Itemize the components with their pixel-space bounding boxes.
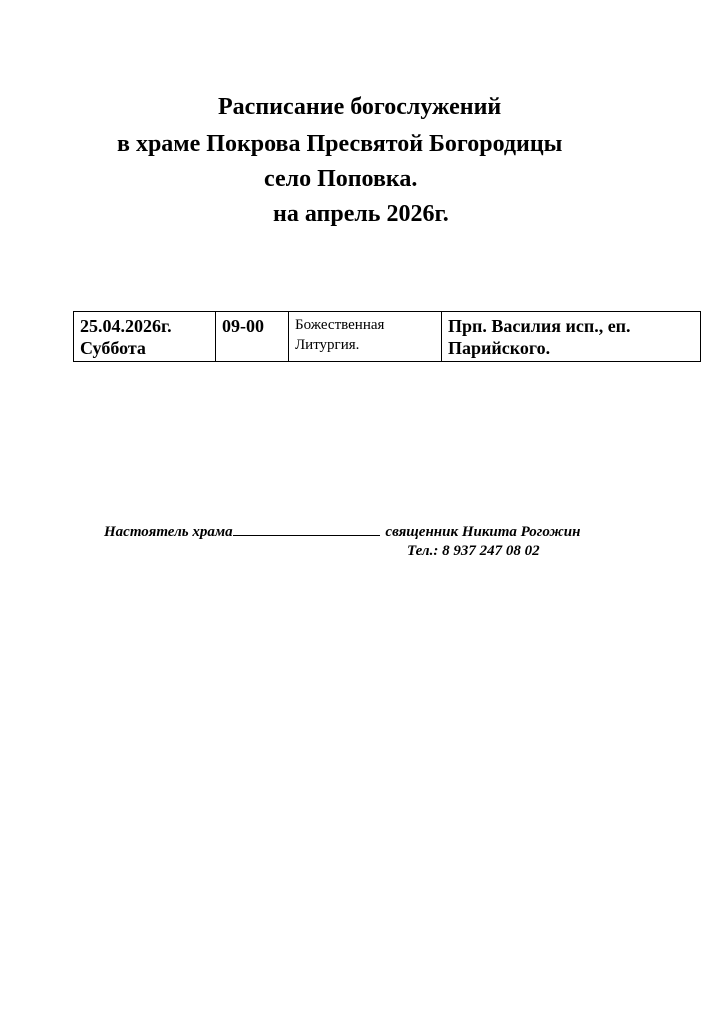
title-line-4: на апрель 2026г. [273, 201, 449, 227]
saint-line-1: Прп. Василия исп., еп. [448, 316, 631, 336]
service-date: 25.04.2026г. [80, 316, 172, 336]
title-line-3: село Поповка. [264, 166, 418, 192]
time-cell [216, 312, 289, 362]
rector-signature-line [104, 521, 580, 541]
phone-number: Тел.: 8 937 247 08 02 [407, 543, 540, 559]
document-title [0, 92, 724, 232]
service-name-line-1: Божественная [295, 317, 385, 333]
table-row [74, 312, 701, 362]
service-time: 09-00 [222, 316, 264, 336]
date-cell [74, 312, 216, 362]
service-name-line-2: Литургия. [295, 337, 360, 353]
service-weekday: Суббота [80, 338, 146, 358]
title-line-1: Расписание богослужений [218, 94, 502, 120]
title-line-2: в храме Покрова Пресвятой Богородицы [117, 131, 563, 157]
schedule-table [73, 311, 701, 362]
service-cell [289, 312, 442, 362]
saint-line-2: Парийского. [448, 338, 551, 358]
rector-label: Настоятель храма [104, 524, 233, 540]
rector-name: священник Никита Рогожин [385, 524, 581, 540]
signature-blank [233, 521, 380, 536]
saint-cell [442, 312, 701, 362]
